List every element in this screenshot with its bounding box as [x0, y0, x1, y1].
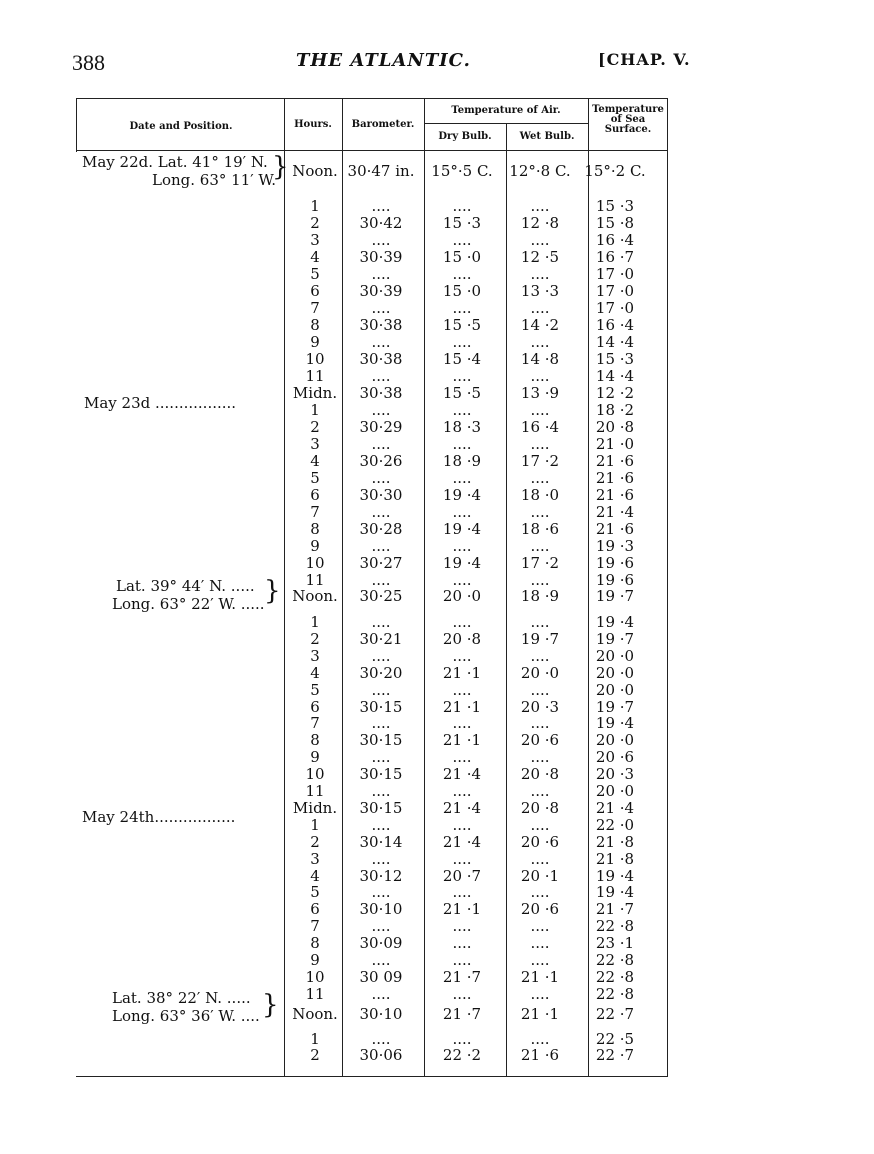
header-sea-temp — [588, 104, 668, 135]
cell-wet: .... — [530, 231, 550, 249]
cell-dry: .... — [452, 714, 472, 733]
cell-wet: 12 ·5 — [520, 248, 560, 266]
table-right-rule — [667, 98, 668, 1076]
position-may23: May 23d ................. — [84, 394, 237, 412]
cell-hour: 9 — [310, 748, 320, 767]
cell-baro: 30·30 — [359, 486, 403, 504]
cell-dry: .... — [452, 646, 472, 665]
cell-baro: 30 09 — [359, 967, 403, 986]
cell-dry: .... — [452, 367, 472, 385]
cell-dry: .... — [452, 815, 472, 834]
cell-wet: .... — [530, 503, 550, 521]
cell-hour: 5 — [310, 265, 320, 283]
cell-wet: .... — [530, 849, 550, 868]
cell-baro: 30·38 — [359, 350, 403, 368]
cell-wet: .... — [530, 613, 550, 631]
cell-wet: .... — [530, 299, 550, 317]
cell-baro: 30·10 — [359, 1005, 403, 1023]
cell-dry: .... — [452, 299, 472, 317]
cell-dry: 20 ·8 — [442, 629, 482, 648]
cell-wet: 20 ·8 — [520, 765, 560, 784]
cell-hour: Noon. — [292, 162, 338, 180]
cell-dry: 21 ·7 — [442, 1005, 482, 1023]
cell-sea: 15 ·8 — [595, 214, 635, 232]
cell-baro: 30·06 — [359, 1046, 403, 1064]
cell-sea: 14 ·4 — [595, 367, 635, 385]
cell-hour: 10 — [305, 967, 325, 986]
cell-hour: 1 — [310, 401, 320, 419]
cell-hour: 7 — [310, 299, 320, 317]
cell-baro: .... — [371, 1030, 391, 1048]
table-bottom-rule — [76, 1076, 668, 1077]
cell-wet: .... — [530, 367, 550, 385]
cell-wet: 21 ·1 — [520, 967, 560, 986]
cell-wet: .... — [530, 401, 550, 419]
cell-sea: 20 ·0 — [595, 731, 635, 750]
cell-wet: .... — [530, 265, 550, 283]
cell-sea: 19 ·6 — [595, 554, 635, 572]
cell-sea: 22 ·7 — [595, 1046, 635, 1064]
cell-sea: 21 ·6 — [595, 469, 635, 487]
cell-dry: 15 ·5 — [442, 316, 482, 334]
cell-baro: .... — [371, 231, 391, 249]
brace-noon24: } — [262, 990, 279, 1020]
cell-sea: 19 ·4 — [595, 613, 635, 631]
cell-dry: .... — [452, 782, 472, 800]
cell-wet: 19 ·7 — [520, 629, 560, 648]
cell-wet: .... — [530, 646, 550, 665]
cell-wet: 14 ·8 — [520, 350, 560, 368]
cell-dry: 20 ·0 — [442, 587, 482, 605]
position-may24: May 24th................. — [82, 808, 236, 826]
cell-hour: 11 — [305, 571, 325, 589]
cell-hour: 8 — [310, 934, 320, 953]
cell-baro: .... — [371, 265, 391, 283]
cell-dry: .... — [452, 883, 472, 902]
cell-baro: .... — [371, 299, 391, 317]
cell-dry: .... — [452, 537, 472, 555]
cell-hour: 6 — [310, 486, 320, 504]
header-temp-air: Temperature of Air. — [451, 105, 561, 116]
cell-wet: 20 ·8 — [520, 798, 560, 817]
cell-sea: 20 ·0 — [595, 663, 635, 682]
cell-baro: .... — [371, 883, 391, 902]
cell-dry: .... — [452, 984, 472, 1003]
cell-hour: 10 — [305, 350, 325, 368]
cell-hour: 2 — [310, 1046, 320, 1064]
cell-baro: .... — [371, 646, 391, 665]
cell-baro: 30·12 — [359, 866, 403, 885]
cell-hour: 5 — [310, 680, 320, 699]
cell-sea: 19 ·7 — [595, 629, 635, 648]
cell-sea: 15 ·3 — [595, 197, 635, 215]
cell-wet: .... — [530, 748, 550, 767]
cell-hour: 6 — [310, 900, 320, 919]
cell-hour: Midn. — [292, 384, 338, 402]
cell-baro: 30·38 — [359, 316, 403, 334]
position-may22-lat: May 22d. Lat. 41° 19′ N. — [82, 153, 268, 171]
cell-wet: 13 ·3 — [520, 282, 560, 300]
cell-dry: 21 ·1 — [442, 663, 482, 682]
cell-hour: 11 — [305, 984, 325, 1003]
cell-wet: .... — [530, 917, 550, 936]
cell-hour: 8 — [310, 731, 320, 750]
cell-dry: .... — [452, 849, 472, 868]
cell-wet: 17 ·2 — [520, 452, 560, 470]
header-sea-line2: of Sea — [610, 114, 646, 125]
cell-dry: .... — [452, 934, 472, 953]
cell-sea: 15 ·3 — [595, 350, 635, 368]
cell-sea: 19 ·4 — [595, 866, 635, 885]
cell-baro: 30·15 — [359, 697, 403, 716]
cell-dry: 15 ·4 — [442, 350, 482, 368]
cell-dry: 19 ·4 — [442, 554, 482, 572]
cell-wet: .... — [530, 883, 550, 902]
cell-sea: 19 ·6 — [595, 571, 635, 589]
cell-wet: .... — [530, 714, 550, 733]
cell-sea: 14 ·4 — [595, 333, 635, 351]
cell-baro: .... — [371, 815, 391, 834]
position-noon23-long: Long. 63° 22′ W. ..... — [112, 595, 265, 613]
cell-sea: 21 ·6 — [595, 486, 635, 504]
cell-sea: 23 ·1 — [595, 934, 635, 953]
cell-wet: 20 ·6 — [520, 900, 560, 919]
cell-wet: .... — [530, 1030, 550, 1048]
cell-dry: .... — [452, 333, 472, 351]
cell-sea: 21 ·6 — [595, 520, 635, 538]
cell-baro: .... — [371, 503, 391, 521]
cell-wet: .... — [530, 571, 550, 589]
cell-hour: 3 — [310, 849, 320, 868]
table-top-rule — [76, 98, 668, 99]
header-wet-bulb: Wet Bulb. — [519, 131, 575, 142]
cell-baro: .... — [371, 680, 391, 699]
cell-dry: .... — [452, 469, 472, 487]
cell-dry: 21 ·1 — [442, 900, 482, 919]
cell-hour: 3 — [310, 646, 320, 665]
cell-baro: 30·27 — [359, 554, 403, 572]
cell-sea: 20 ·3 — [595, 765, 635, 784]
cell-wet: 21 ·1 — [520, 1005, 560, 1023]
cell-baro: .... — [371, 613, 391, 631]
cell-hour: 1 — [310, 197, 320, 215]
cell-hour: 2 — [310, 418, 320, 436]
cell-dry: 15 ·5 — [442, 384, 482, 402]
cell-wet: .... — [530, 197, 550, 215]
cell-baro: .... — [371, 197, 391, 215]
cell-hour: 1 — [310, 613, 320, 631]
header-sea-line1: Temperature — [592, 104, 664, 115]
cell-sea: 16 ·4 — [595, 316, 635, 334]
cell-wet: 17 ·2 — [520, 554, 560, 572]
position-may22-long: Long. 63° 11′ W. — [152, 171, 276, 189]
cell-wet: .... — [530, 934, 550, 953]
chapter-label: [CHAP. V. — [598, 50, 691, 69]
cell-sea: 21 ·6 — [595, 452, 635, 470]
cell-hour: 4 — [310, 452, 320, 470]
cell-hour: 10 — [305, 554, 325, 572]
cell-baro: 30·21 — [359, 629, 403, 648]
cell-dry: .... — [452, 265, 472, 283]
cell-baro: 30·15 — [359, 765, 403, 784]
cell-wet: .... — [530, 782, 550, 800]
cell-wet: 18 ·9 — [520, 587, 560, 605]
cell-hour: 6 — [310, 697, 320, 716]
cell-hour: 7 — [310, 714, 320, 733]
cell-hour: 5 — [310, 469, 320, 487]
cell-wet: 20 ·1 — [520, 866, 560, 885]
col-rule-1 — [284, 98, 285, 1076]
cell-baro: .... — [371, 951, 391, 969]
cell-baro: 30·10 — [359, 900, 403, 919]
cell-baro: .... — [371, 571, 391, 589]
cell-hour: Noon. — [292, 1005, 338, 1023]
cell-sea: 16 ·4 — [595, 231, 635, 249]
cell-sea: 20 ·0 — [595, 680, 635, 699]
cell-dry: .... — [452, 613, 472, 631]
cell-baro: .... — [371, 367, 391, 385]
cell-baro: 30·25 — [359, 587, 403, 605]
cell-sea: 20 ·6 — [595, 748, 635, 767]
cell-hour: 1 — [310, 815, 320, 834]
cell-wet: 21 ·6 — [520, 1046, 560, 1064]
table-header-rule — [76, 150, 668, 151]
cell-dry: 21 ·4 — [442, 832, 482, 851]
cell-wet: .... — [530, 815, 550, 834]
cell-baro: 30·20 — [359, 663, 403, 682]
cell-wet: .... — [530, 680, 550, 699]
cell-baro: 30·38 — [359, 384, 403, 402]
cell-dry: 20 ·7 — [442, 866, 482, 885]
cell-hour: 8 — [310, 520, 320, 538]
cell-baro: 30·09 — [359, 934, 403, 953]
cell-wet: .... — [530, 984, 550, 1003]
cell-sea: 20 ·8 — [595, 418, 635, 436]
cell-baro: .... — [371, 469, 391, 487]
cell-dry: 15 ·3 — [442, 214, 482, 232]
cell-hour: 7 — [310, 917, 320, 936]
header-sea-line3: Surface. — [604, 124, 652, 135]
cell-wet: 18 ·0 — [520, 486, 560, 504]
header-barometer: Barometer. — [351, 119, 415, 130]
cell-hour: 5 — [310, 883, 320, 902]
cell-dry: 19 ·4 — [442, 520, 482, 538]
cell-wet: .... — [530, 537, 550, 555]
cell-sea: 12 ·2 — [595, 384, 635, 402]
cell-dry: .... — [452, 503, 472, 521]
cell-sea: 21 ·7 — [595, 900, 635, 919]
cell-baro: 30·26 — [359, 452, 403, 470]
cell-dry: .... — [452, 680, 472, 699]
cell-dry: 21 ·4 — [442, 798, 482, 817]
cell-wet: 20 ·0 — [520, 663, 560, 682]
cell-wet: 20 ·3 — [520, 697, 560, 716]
cell-hour: Midn. — [292, 798, 338, 817]
position-noon24-long: Long. 63° 36′ W. .... — [112, 1007, 260, 1025]
cell-dry: 21 ·7 — [442, 967, 482, 986]
cell-baro: .... — [371, 333, 391, 351]
cell-sea: 22 ·8 — [595, 984, 635, 1003]
cell-baro: 30·15 — [359, 798, 403, 817]
cell-hour: 8 — [310, 316, 320, 334]
cell-wet: 18 ·6 — [520, 520, 560, 538]
cell-hour: 2 — [310, 214, 320, 232]
cell-wet: 20 ·6 — [520, 832, 560, 851]
cell-sea: 22 ·8 — [595, 951, 635, 969]
cell-baro: .... — [371, 401, 391, 419]
cell-hour: 9 — [310, 537, 320, 555]
cell-wet: 13 ·9 — [520, 384, 560, 402]
cell-dry: .... — [452, 917, 472, 936]
cell-dry: .... — [452, 748, 472, 767]
cell-sea: 19 ·7 — [595, 697, 635, 716]
cell-dry: 22 ·2 — [442, 1046, 482, 1064]
cell-sea: 17 ·0 — [595, 282, 635, 300]
cell-baro: 30·14 — [359, 832, 403, 851]
cell-hour: 3 — [310, 435, 320, 453]
cell-baro: .... — [371, 984, 391, 1003]
cell-hour: 3 — [310, 231, 320, 249]
cell-baro: .... — [371, 849, 391, 868]
cell-dry: 21 ·1 — [442, 697, 482, 716]
cell-dry: .... — [452, 197, 472, 215]
cell-sea: 19 ·4 — [595, 883, 635, 902]
cell-wet: .... — [530, 469, 550, 487]
cell-dry: 18 ·9 — [442, 452, 482, 470]
cell-baro: 30·47 in. — [347, 162, 415, 180]
position-noon24-lat: Lat. 38° 22′ N. ..... — [112, 989, 251, 1007]
header-date-position: Date and Position. — [129, 121, 233, 132]
cell-baro: 30·15 — [359, 731, 403, 750]
cell-sea: 21 ·4 — [595, 798, 635, 817]
cell-dry: 21 ·1 — [442, 731, 482, 750]
cell-baro: 30·29 — [359, 418, 403, 436]
cell-hour: 10 — [305, 765, 325, 784]
cell-sea: 17 ·0 — [595, 299, 635, 317]
cell-sea: 21 ·4 — [595, 503, 635, 521]
cell-baro: 30·39 — [359, 282, 403, 300]
cell-wet: 16 ·4 — [520, 418, 560, 436]
cell-dry: .... — [452, 231, 472, 249]
cell-dry: 15°·5 C. — [431, 162, 493, 180]
cell-hour: 11 — [305, 367, 325, 385]
cell-baro: .... — [371, 537, 391, 555]
cell-sea: 22 ·5 — [595, 1030, 635, 1048]
cell-hour: 6 — [310, 282, 320, 300]
cell-sea: 22 ·0 — [595, 815, 635, 834]
cell-dry: .... — [452, 571, 472, 589]
cell-wet: .... — [530, 435, 550, 453]
cell-wet: .... — [530, 333, 550, 351]
cell-dry: .... — [452, 951, 472, 969]
cell-baro: .... — [371, 917, 391, 936]
cell-hour: 9 — [310, 951, 320, 969]
cell-baro: .... — [371, 782, 391, 800]
cell-hour: 2 — [310, 832, 320, 851]
cell-sea: 17 ·0 — [595, 265, 635, 283]
cell-baro: .... — [371, 748, 391, 767]
cell-hour: Noon. — [292, 587, 338, 605]
cell-hour: 11 — [305, 782, 325, 800]
cell-sea: 19 ·4 — [595, 714, 635, 733]
header-hours: Hours. — [294, 119, 332, 130]
cell-wet: 12°·8 C. — [509, 162, 571, 180]
cell-wet: 12 ·8 — [520, 214, 560, 232]
running-title: THE ATLANTIC. — [296, 50, 471, 71]
cell-sea: 19 ·7 — [595, 587, 635, 605]
header-dry-bulb: Dry Bulb. — [438, 131, 492, 142]
cell-sea: 15°·2 C. — [584, 162, 646, 180]
position-noon23-lat: Lat. 39° 44′ N. ..... — [116, 577, 255, 595]
cell-dry: .... — [452, 401, 472, 419]
cell-hour: 4 — [310, 866, 320, 885]
cell-hour: 7 — [310, 503, 320, 521]
cell-dry: 21 ·4 — [442, 765, 482, 784]
cell-sea: 21 ·8 — [595, 832, 635, 851]
cell-dry: .... — [452, 435, 472, 453]
cell-dry: 19 ·4 — [442, 486, 482, 504]
cell-sea: 22 ·8 — [595, 917, 635, 936]
cell-sea: 20 ·0 — [595, 782, 635, 800]
cell-wet: 20 ·6 — [520, 731, 560, 750]
cell-sea: 21 ·0 — [595, 435, 635, 453]
cell-baro: 30·42 — [359, 214, 403, 232]
cell-sea: 21 ·8 — [595, 849, 635, 868]
brace-noon23: } — [264, 576, 281, 606]
table-left-rule — [76, 98, 77, 152]
cell-hour: 4 — [310, 248, 320, 266]
page-number: 388 — [72, 50, 105, 75]
cell-baro: 30·39 — [359, 248, 403, 266]
cell-sea: 18 ·2 — [595, 401, 635, 419]
cell-sea: 20 ·0 — [595, 646, 635, 665]
cell-hour: 9 — [310, 333, 320, 351]
cell-wet: 14 ·2 — [520, 316, 560, 334]
brace-may22: } — [272, 152, 289, 182]
cell-dry: 15 ·0 — [442, 248, 482, 266]
cell-wet: .... — [530, 951, 550, 969]
cell-baro: .... — [371, 714, 391, 733]
cell-sea: 19 ·3 — [595, 537, 635, 555]
cell-baro: .... — [371, 435, 391, 453]
cell-hour: 4 — [310, 663, 320, 682]
cell-sea: 16 ·7 — [595, 248, 635, 266]
cell-sea: 22 ·7 — [595, 1005, 635, 1023]
cell-hour: 2 — [310, 629, 320, 648]
cell-dry: 18 ·3 — [442, 418, 482, 436]
cell-dry: .... — [452, 1030, 472, 1048]
cell-baro: 30·28 — [359, 520, 403, 538]
cell-sea: 22 ·8 — [595, 967, 635, 986]
cell-dry: 15 ·0 — [442, 282, 482, 300]
cell-hour: 1 — [310, 1030, 320, 1048]
